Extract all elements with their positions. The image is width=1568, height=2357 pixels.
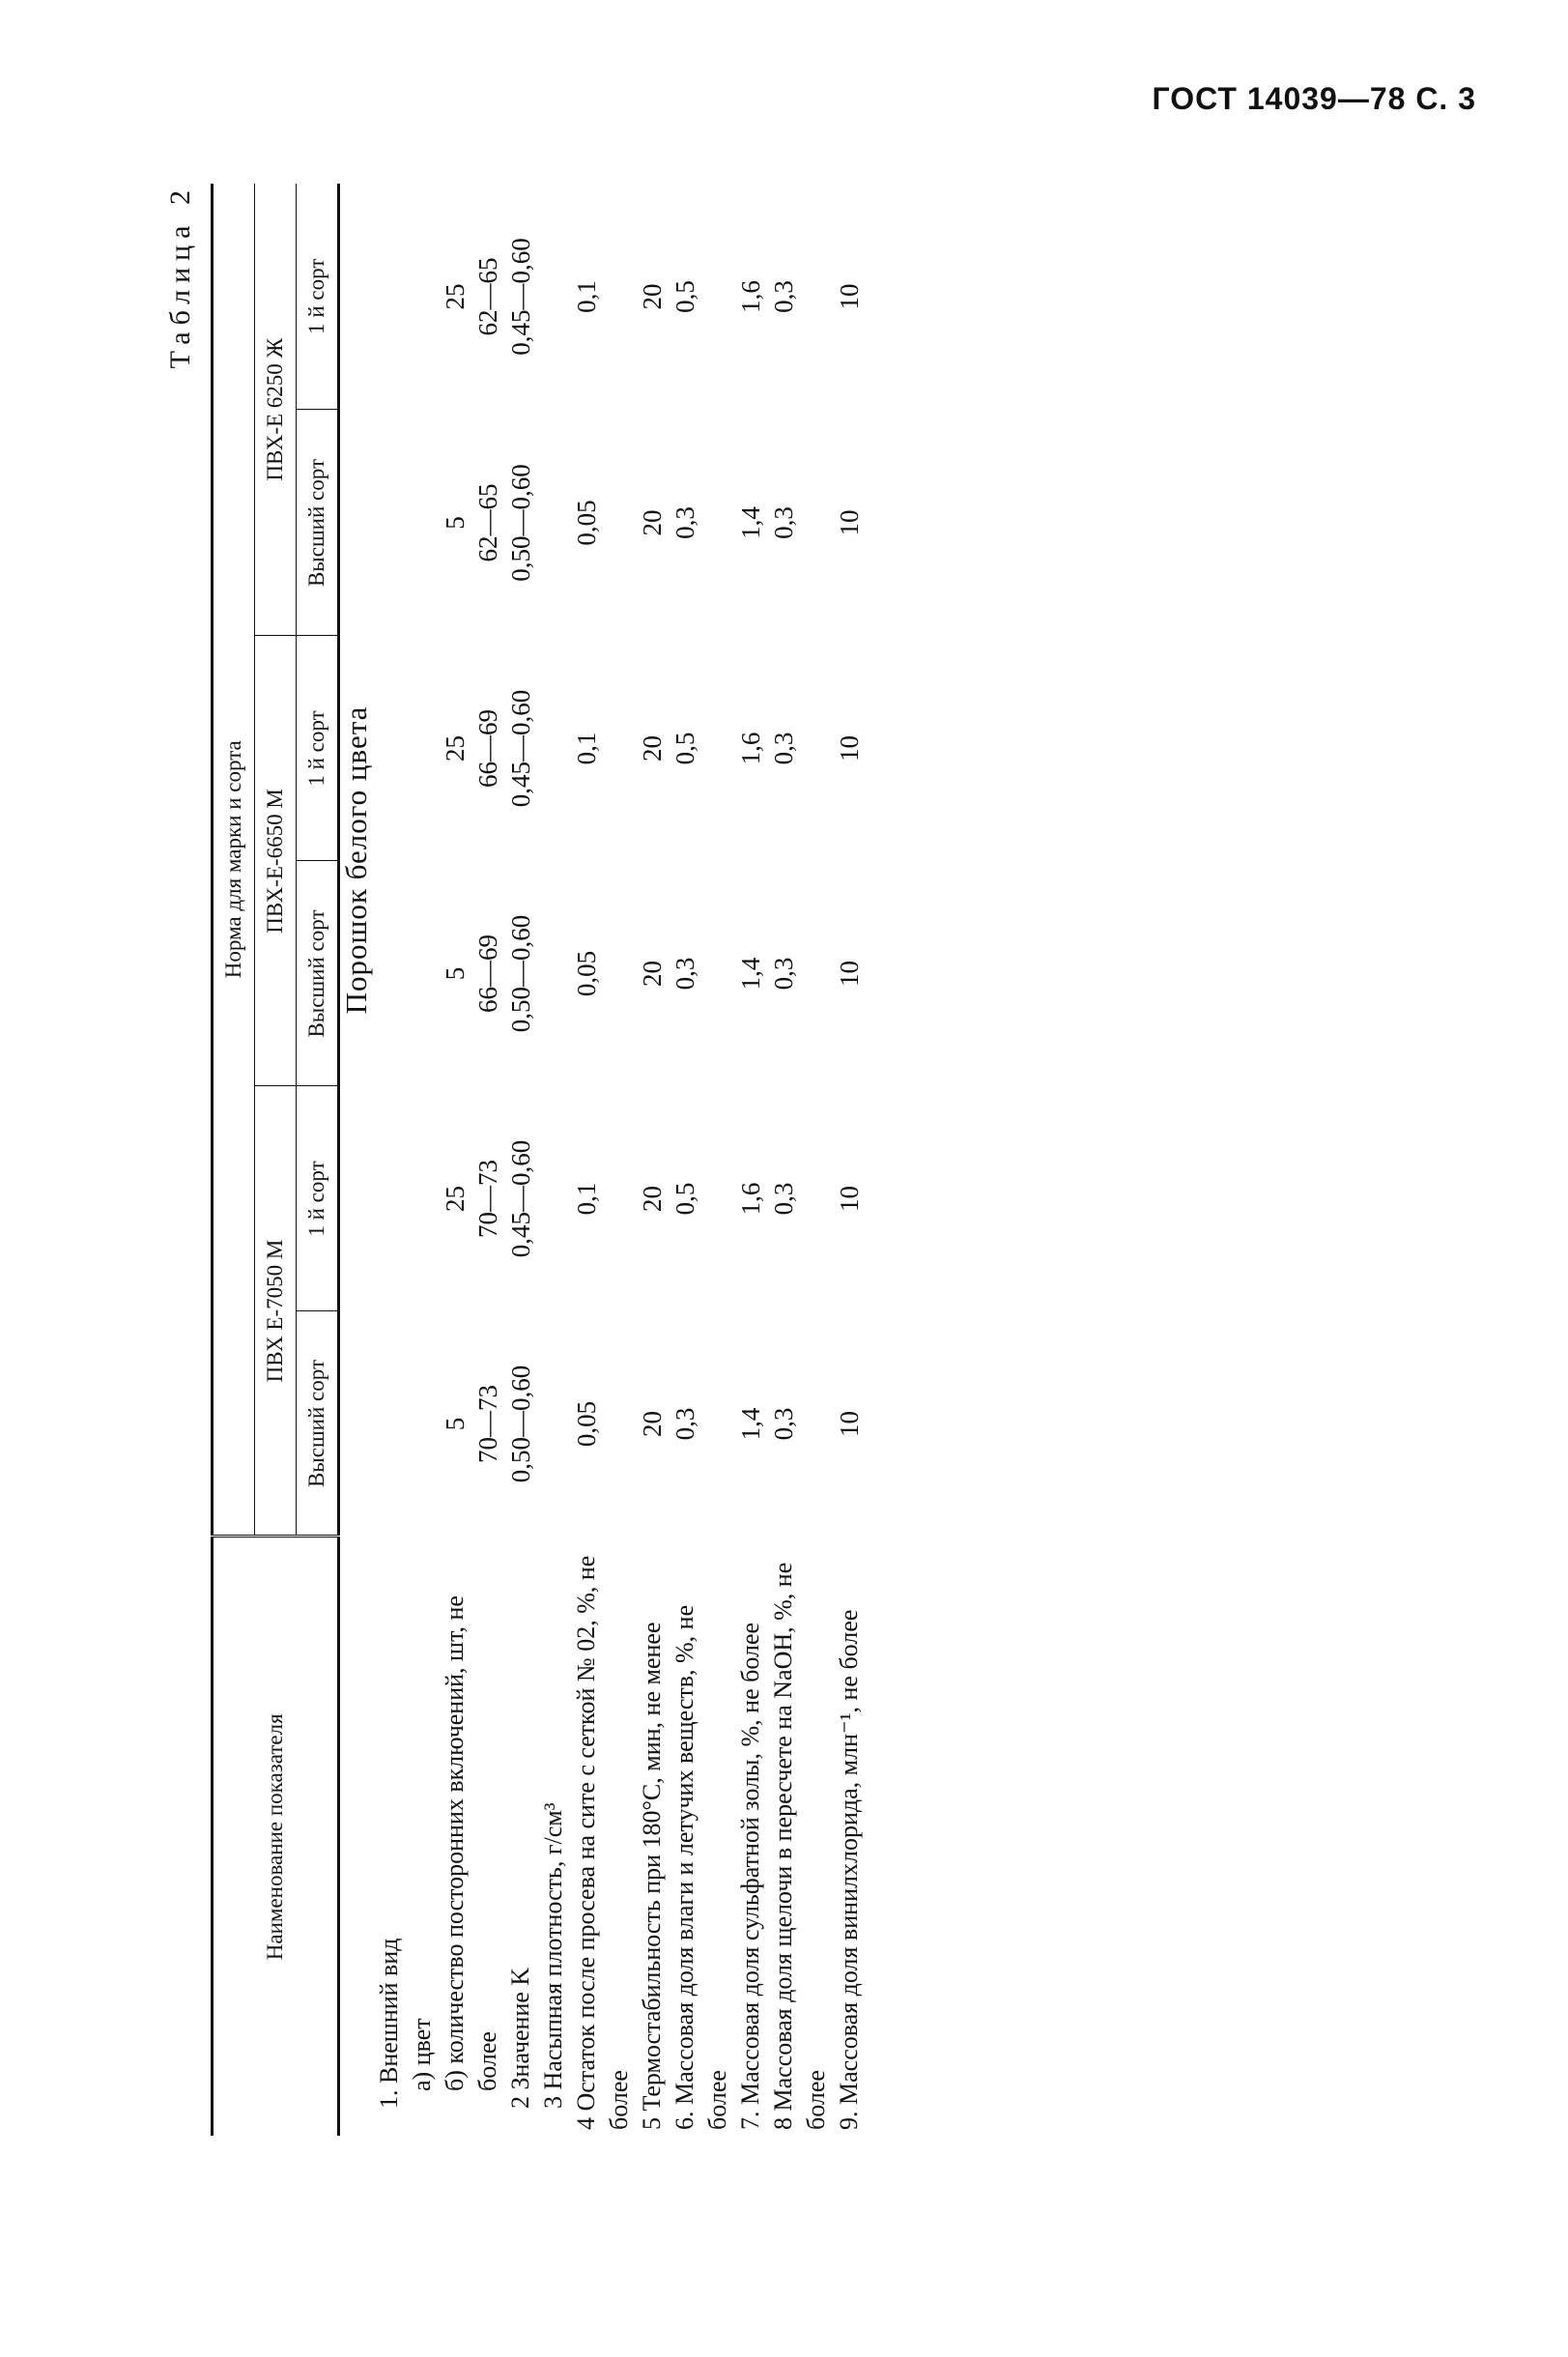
value-cell: 0,3 xyxy=(670,506,699,539)
value-cell: 1,6 xyxy=(736,732,765,765)
value-cell: 1,4 xyxy=(736,1407,765,1441)
value-cell: 0,1 xyxy=(572,1182,601,1216)
sort-header: 1 й сорт xyxy=(297,636,339,861)
value-cell: 0,05 xyxy=(572,950,601,997)
value-cell: 1,4 xyxy=(736,957,765,991)
row-label: 8 Массовая доля щелочи в пересчете на NaOH, %, не более xyxy=(769,1562,830,2130)
value-cell: 0,5 xyxy=(670,280,699,313)
value-cell: 0,3 xyxy=(769,732,798,765)
value-cell: 20 xyxy=(638,1411,667,1437)
sort-header: Высший сорт xyxy=(297,410,339,636)
value-cell: 5 62—65 0,50—0,60 xyxy=(441,464,535,582)
table-caption: Таблица 2 xyxy=(164,184,196,369)
row-name xyxy=(373,1537,570,2136)
grade-header: ПВХ-Е 6250 Ж xyxy=(255,184,297,636)
norm-header: Норма для марки и сорта xyxy=(213,184,255,1537)
value-cell: 10 xyxy=(835,283,864,310)
value-cell: 0,3 xyxy=(769,957,798,991)
value-cell: 25 66—69 0,45—0,60 xyxy=(441,689,535,808)
value-cell: 5 70—73 0,50—0,60 xyxy=(441,1365,535,1483)
value-cell: 25 70—73 0,45—0,60 xyxy=(441,1139,535,1258)
value-cell: 20 xyxy=(638,961,667,987)
value-cell: 10 xyxy=(835,1186,864,1212)
grade-header: ПВХ Е-7050 М xyxy=(255,1086,297,1537)
value-cell: 25 62—65 0,45—0,60 xyxy=(441,238,535,356)
row-label: 7. Массовая доля сульфатной золы, %, не более xyxy=(736,1622,764,2130)
grade-header: ПВХ-Е-6650 М xyxy=(255,636,297,1086)
section-title: Порошок белого цвета xyxy=(339,705,373,1015)
value-cell: 1,4 xyxy=(736,506,765,539)
row-label: 9. Массовая доля винилхлорида, млн⁻¹, не более xyxy=(835,1609,863,2130)
page-header: ГОСТ 14039—78 С. 3 xyxy=(1152,81,1476,116)
value-cell: 20 xyxy=(638,735,667,762)
value-cell: 10 xyxy=(835,961,864,987)
value-cell: 0,05 xyxy=(572,500,601,546)
value-cell: 20 xyxy=(638,283,667,310)
rotated-page-body xyxy=(164,184,1140,2136)
sort-header: 1 й сорт xyxy=(297,1086,339,1311)
value-cell: 20 xyxy=(638,1186,667,1212)
row-label: а) цвет xyxy=(408,2018,436,2091)
value-cell: 0,05 xyxy=(572,1400,601,1448)
row-label: б) количество посторонних включений, шт, не более xyxy=(441,1595,501,2091)
value-cell: 0,3 xyxy=(670,1407,699,1441)
value-cell: 10 xyxy=(835,1411,864,1437)
sort-header: 1 й сорт xyxy=(297,184,339,410)
row-label: 4 Остаток после просева на сите с сеткой № 02, %, не более xyxy=(572,1555,633,2130)
sort-header: Высший сорт xyxy=(297,1311,339,1537)
row-label: 6. Массовая доля влаги и летучих веществ, %, не более xyxy=(670,1604,731,2130)
value-cell: 0,3 xyxy=(769,506,798,539)
value-cell: 0,3 xyxy=(670,957,699,991)
value-cell: 0,3 xyxy=(769,1182,798,1216)
value-cell: 5 66—69 0,50—0,60 xyxy=(441,914,535,1033)
value-cell: 10 xyxy=(835,735,864,762)
value-cell: 0,5 xyxy=(670,1182,699,1216)
row-label: 1. Внешний вид xyxy=(375,1938,403,2109)
value-cell: 0,3 xyxy=(769,280,798,313)
value-cell: 0,1 xyxy=(572,732,601,765)
row-label: 5 Термостабильность при 180°С, мин, не менее xyxy=(638,1622,666,2130)
value-cell: 1,6 xyxy=(736,280,765,313)
row-label: 3 Насыпная плотность, г/см³ xyxy=(539,1802,567,2109)
value-cell: 0,1 xyxy=(572,280,601,313)
value-cell: 0,5 xyxy=(670,732,699,765)
norms-table xyxy=(211,184,866,2136)
value-cell: 1,6 xyxy=(736,1182,765,1216)
value-cell: 0,3 xyxy=(769,1407,798,1441)
row-label: 2 Значение K xyxy=(506,1967,534,2109)
sort-header: Высший сорт xyxy=(297,861,339,1086)
value-cell: 10 xyxy=(835,509,864,536)
col-header-name: Наименование показателя xyxy=(213,1537,339,2136)
value-cell: 20 xyxy=(638,509,667,536)
